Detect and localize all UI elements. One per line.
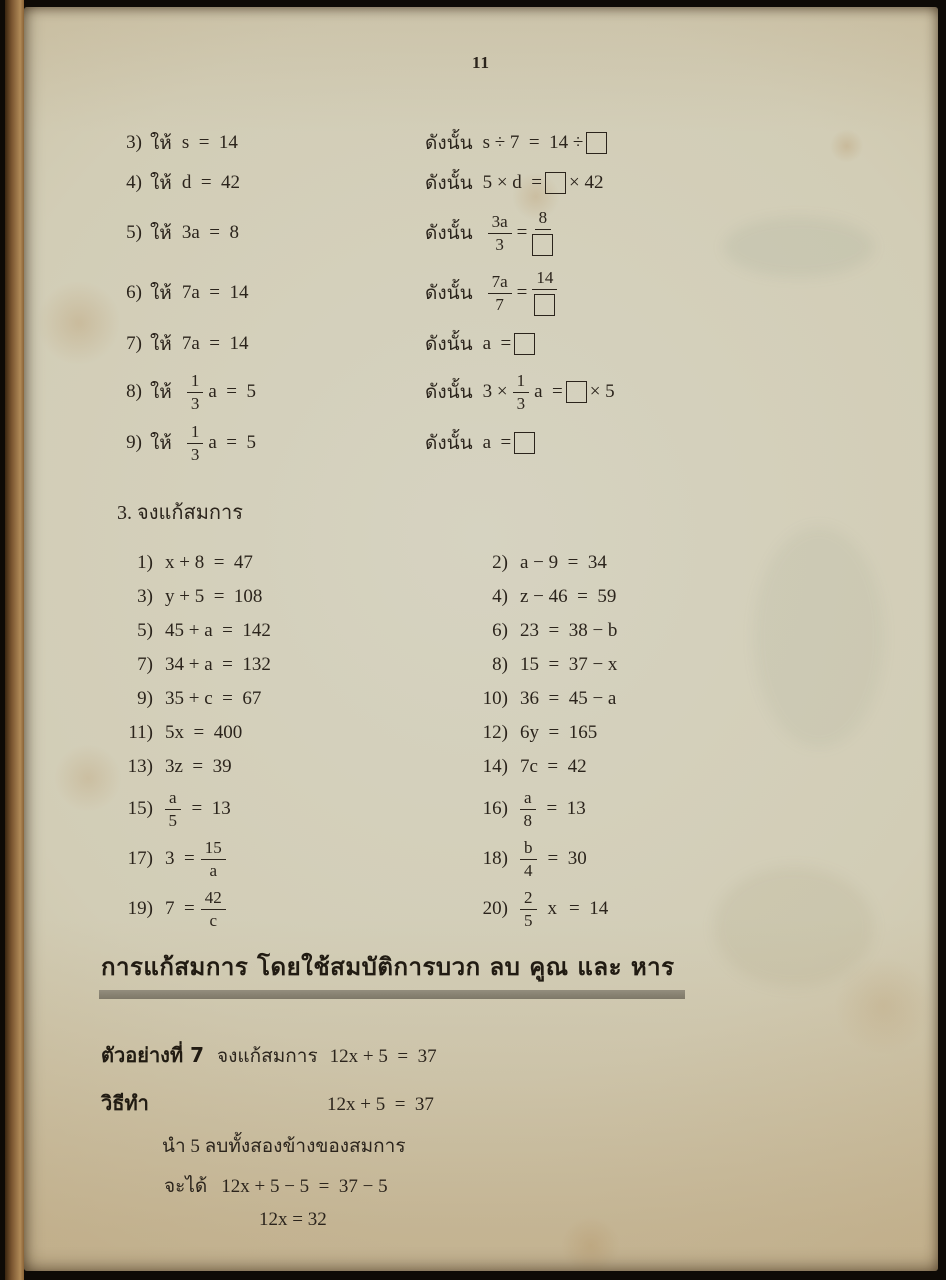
equation: a = 5 [208,381,256,402]
item-number: 16) [482,798,508,819]
denominator: 5 [168,810,178,830]
item-number: 18) [482,848,508,869]
exercise-row-3 [120,123,880,163]
equation: 5x = 400 [165,722,243,743]
answer-box [532,234,553,256]
equation-item [117,586,480,608]
equation-row [117,580,907,614]
equation-item [480,839,587,880]
given-expression [120,168,425,198]
page [24,7,938,1271]
equation: = 30 [547,848,587,869]
equation-row [117,716,907,750]
equation: d = 42 [181,172,241,193]
fraction [165,789,181,830]
item-number: 8) [492,654,508,675]
example-prompt-line [101,1039,801,1071]
equation-item [480,620,617,642]
item-number: 8) [126,381,142,402]
item-number: 12) [482,722,508,743]
therefore-expression [425,329,538,359]
therefore-expression [425,428,538,458]
denominator: 5 [524,910,533,930]
numerator: 1 [513,372,530,393]
equation: x + 8 = 47 [165,552,253,573]
given-expression [120,423,425,464]
equation-item [117,688,480,710]
item-number: 5) [126,222,142,243]
answer-box [566,381,587,403]
denominator: 3 [190,393,200,413]
denominator: a [209,860,217,880]
equation-row [117,682,907,716]
equals-sign: = [516,282,528,303]
equation-row [117,750,907,784]
numerator: 1 [187,372,204,393]
equation-row [117,614,907,648]
equation: × 5 [589,381,615,402]
denominator: c [209,910,217,930]
equation: = 14 [569,898,609,919]
numerator: 7a [488,273,512,294]
equation: 7c = 42 [520,756,587,777]
therefore-label: ดังนั้น [425,382,473,403]
equation: z − 46 = 59 [520,586,617,607]
equation-item [480,586,616,608]
equation: 3a = 8 [181,222,239,243]
fraction [187,423,204,464]
exercise-row-6 [120,263,880,323]
numerator: 15 [201,839,226,860]
numerator: b [520,839,537,860]
numerator: 42 [201,889,226,910]
book-spine-edge [5,0,24,1280]
example-step-line [164,1171,801,1201]
equation: 12x + 5 − 5 = 37 − 5 [221,1176,388,1197]
equals-sign: = [516,222,528,243]
exercise-row-8 [120,365,880,419]
worked-example [101,1039,801,1231]
given-expression [120,372,425,413]
equation: = 13 [546,798,586,819]
equation-item [480,654,617,676]
fraction [520,889,537,930]
item-number: 7) [126,333,142,354]
therefore-expression [425,372,615,413]
equation-item [117,789,480,830]
fraction [488,213,512,254]
item-number: 5) [137,620,153,641]
step-text: นำ 5 ลบทั้งสองข้างของสมการ [162,1136,406,1157]
equation-item [117,654,480,676]
step-label: จะได้ [164,1176,208,1197]
given-expression [120,128,425,158]
item-number: 14) [482,756,508,777]
equation: a = 5 [208,432,256,453]
numerator: 8 [535,209,552,230]
item-number: 9) [126,432,142,453]
equation: 23 = 38 − b [520,620,618,641]
equation: 12x + 5 = 37 [327,1094,434,1115]
numerator: 1 [187,423,204,444]
given-expression [120,329,425,359]
equation: 45 + a = 142 [165,620,271,641]
therefore-expression [425,128,610,158]
denominator: 3 [516,393,526,413]
answer-box [514,432,535,454]
equation: a = [534,381,563,402]
equation-row [117,784,907,834]
equation: a − 9 = 34 [520,552,607,573]
given-therefore-section [120,123,880,467]
equation: a = [482,333,512,354]
given-label: ให้ [150,283,172,304]
therefore-expression [425,269,562,318]
answer-box [514,333,535,355]
equation-item [480,756,587,778]
equation: = 13 [191,798,231,819]
equation-row [117,834,907,884]
item-number: 15) [127,798,153,819]
exercise-row-9 [120,419,880,467]
therefore-expression [425,209,558,258]
equation-item [480,789,586,830]
item-number: 10) [482,688,508,709]
item-number: 7) [137,654,153,675]
equation-row [117,884,907,934]
answer-box [534,294,555,316]
given-expression [120,218,425,248]
equation-item [117,756,480,778]
therefore-label: ดังนั้น [425,173,473,194]
section-title: 3. จงแก้สมการ [117,502,243,524]
equation-item [117,889,480,930]
equation-item [480,889,608,930]
equation: 15 = 37 − x [520,654,618,675]
equation-item [480,552,607,574]
item-number: 3) [126,132,142,153]
item-number: 6) [126,282,142,303]
equation: 3 × [482,381,508,402]
chapter-heading: การแก้สมการ โดยใช้สมบัติการบวก ลบ คูณ และ หาร [101,953,675,981]
equation-item [480,722,597,744]
fraction [201,889,226,930]
equation-row [117,546,907,580]
equation: 7a = 14 [181,333,249,354]
equation-item [117,839,480,880]
equation: 5 × d = [482,172,543,193]
denominator: 7 [495,294,504,314]
solve-equations-section [117,496,907,934]
therefore-label: ดังนั้น [425,334,473,355]
fraction [520,789,536,830]
numerator: a [165,789,181,810]
therefore-label: ดังนั้น [425,283,473,304]
numerator: 14 [532,269,557,290]
item-number: 17) [127,848,153,869]
given-expression [120,278,425,308]
fraction [187,372,204,413]
answer-box [545,172,566,194]
given-label: ให้ [150,433,172,454]
denominator: 4 [524,860,533,880]
item-number: 3) [137,586,153,607]
example-result-line [259,1209,801,1231]
item-number: 2) [492,552,508,573]
fraction [520,839,537,880]
page-number: 11 [471,53,491,72]
item-number: 4) [492,586,508,607]
given-label: ให้ [150,334,172,355]
heading-underline-bar [99,990,685,999]
equation: x [547,898,557,919]
equation: 12x + 5 = 37 [329,1046,437,1067]
item-number: 13) [127,756,153,777]
item-number: 9) [137,688,153,709]
equation: 6y = 165 [520,722,598,743]
example-step-line [162,1131,801,1161]
equation: 34 + a = 132 [165,654,271,675]
equation: 36 = 45 − a [520,688,617,709]
given-label: ให้ [150,133,172,154]
exercise-row-5 [120,203,880,263]
equation: 12x = 32 [259,1209,327,1230]
method-label: วิธีทำ [101,1091,149,1115]
equation: × 42 [569,172,604,193]
numerator: 3a [488,213,512,234]
equation: 35 + c = 67 [165,688,262,709]
denominator [534,290,555,318]
denominator: 3 [495,234,504,254]
fraction [488,273,512,314]
equation-item [117,722,480,744]
equation: s = 14 [181,132,238,153]
denominator: 8 [523,810,533,830]
exercise-row-4 [120,163,880,203]
example-method-line [101,1087,801,1119]
denominator [532,230,553,258]
equation-item [480,688,616,710]
equation: s ÷ 7 = 14 ÷ [482,132,584,153]
item-number: 1) [137,552,153,573]
answer-box [586,132,607,154]
exercise-row-7 [120,323,880,365]
numerator: a [520,789,536,810]
fraction [513,372,530,413]
fraction [532,269,557,318]
denominator: 3 [190,444,200,464]
equation: y + 5 = 108 [165,586,263,607]
therefore-expression [425,168,604,198]
fraction [201,839,226,880]
prompt-text: จงแก้สมการ [217,1046,318,1067]
therefore-label: ดังนั้น [425,223,473,244]
equation: 3z = 39 [165,756,232,777]
item-number: 20) [482,898,508,919]
equation: 3 = [165,848,195,869]
equation: a = [482,432,512,453]
therefore-label: ดังนั้น [425,133,473,154]
given-label: ให้ [150,223,172,244]
item-number: 6) [492,620,508,641]
equation-item [117,620,480,642]
equation-item [117,552,480,574]
equation-row [117,648,907,682]
numerator: 2 [520,889,537,910]
equation: 7 = [165,898,195,919]
item-number: 4) [126,172,142,193]
equation: 7a = 14 [181,282,249,303]
given-label: ให้ [150,173,172,194]
therefore-label: ดังนั้น [425,433,473,454]
item-number: 11) [128,722,153,743]
example-label: ตัวอย่างที่ 7 [101,1043,205,1067]
fraction [532,209,553,258]
given-label: ให้ [150,382,172,403]
item-number: 19) [127,898,153,919]
